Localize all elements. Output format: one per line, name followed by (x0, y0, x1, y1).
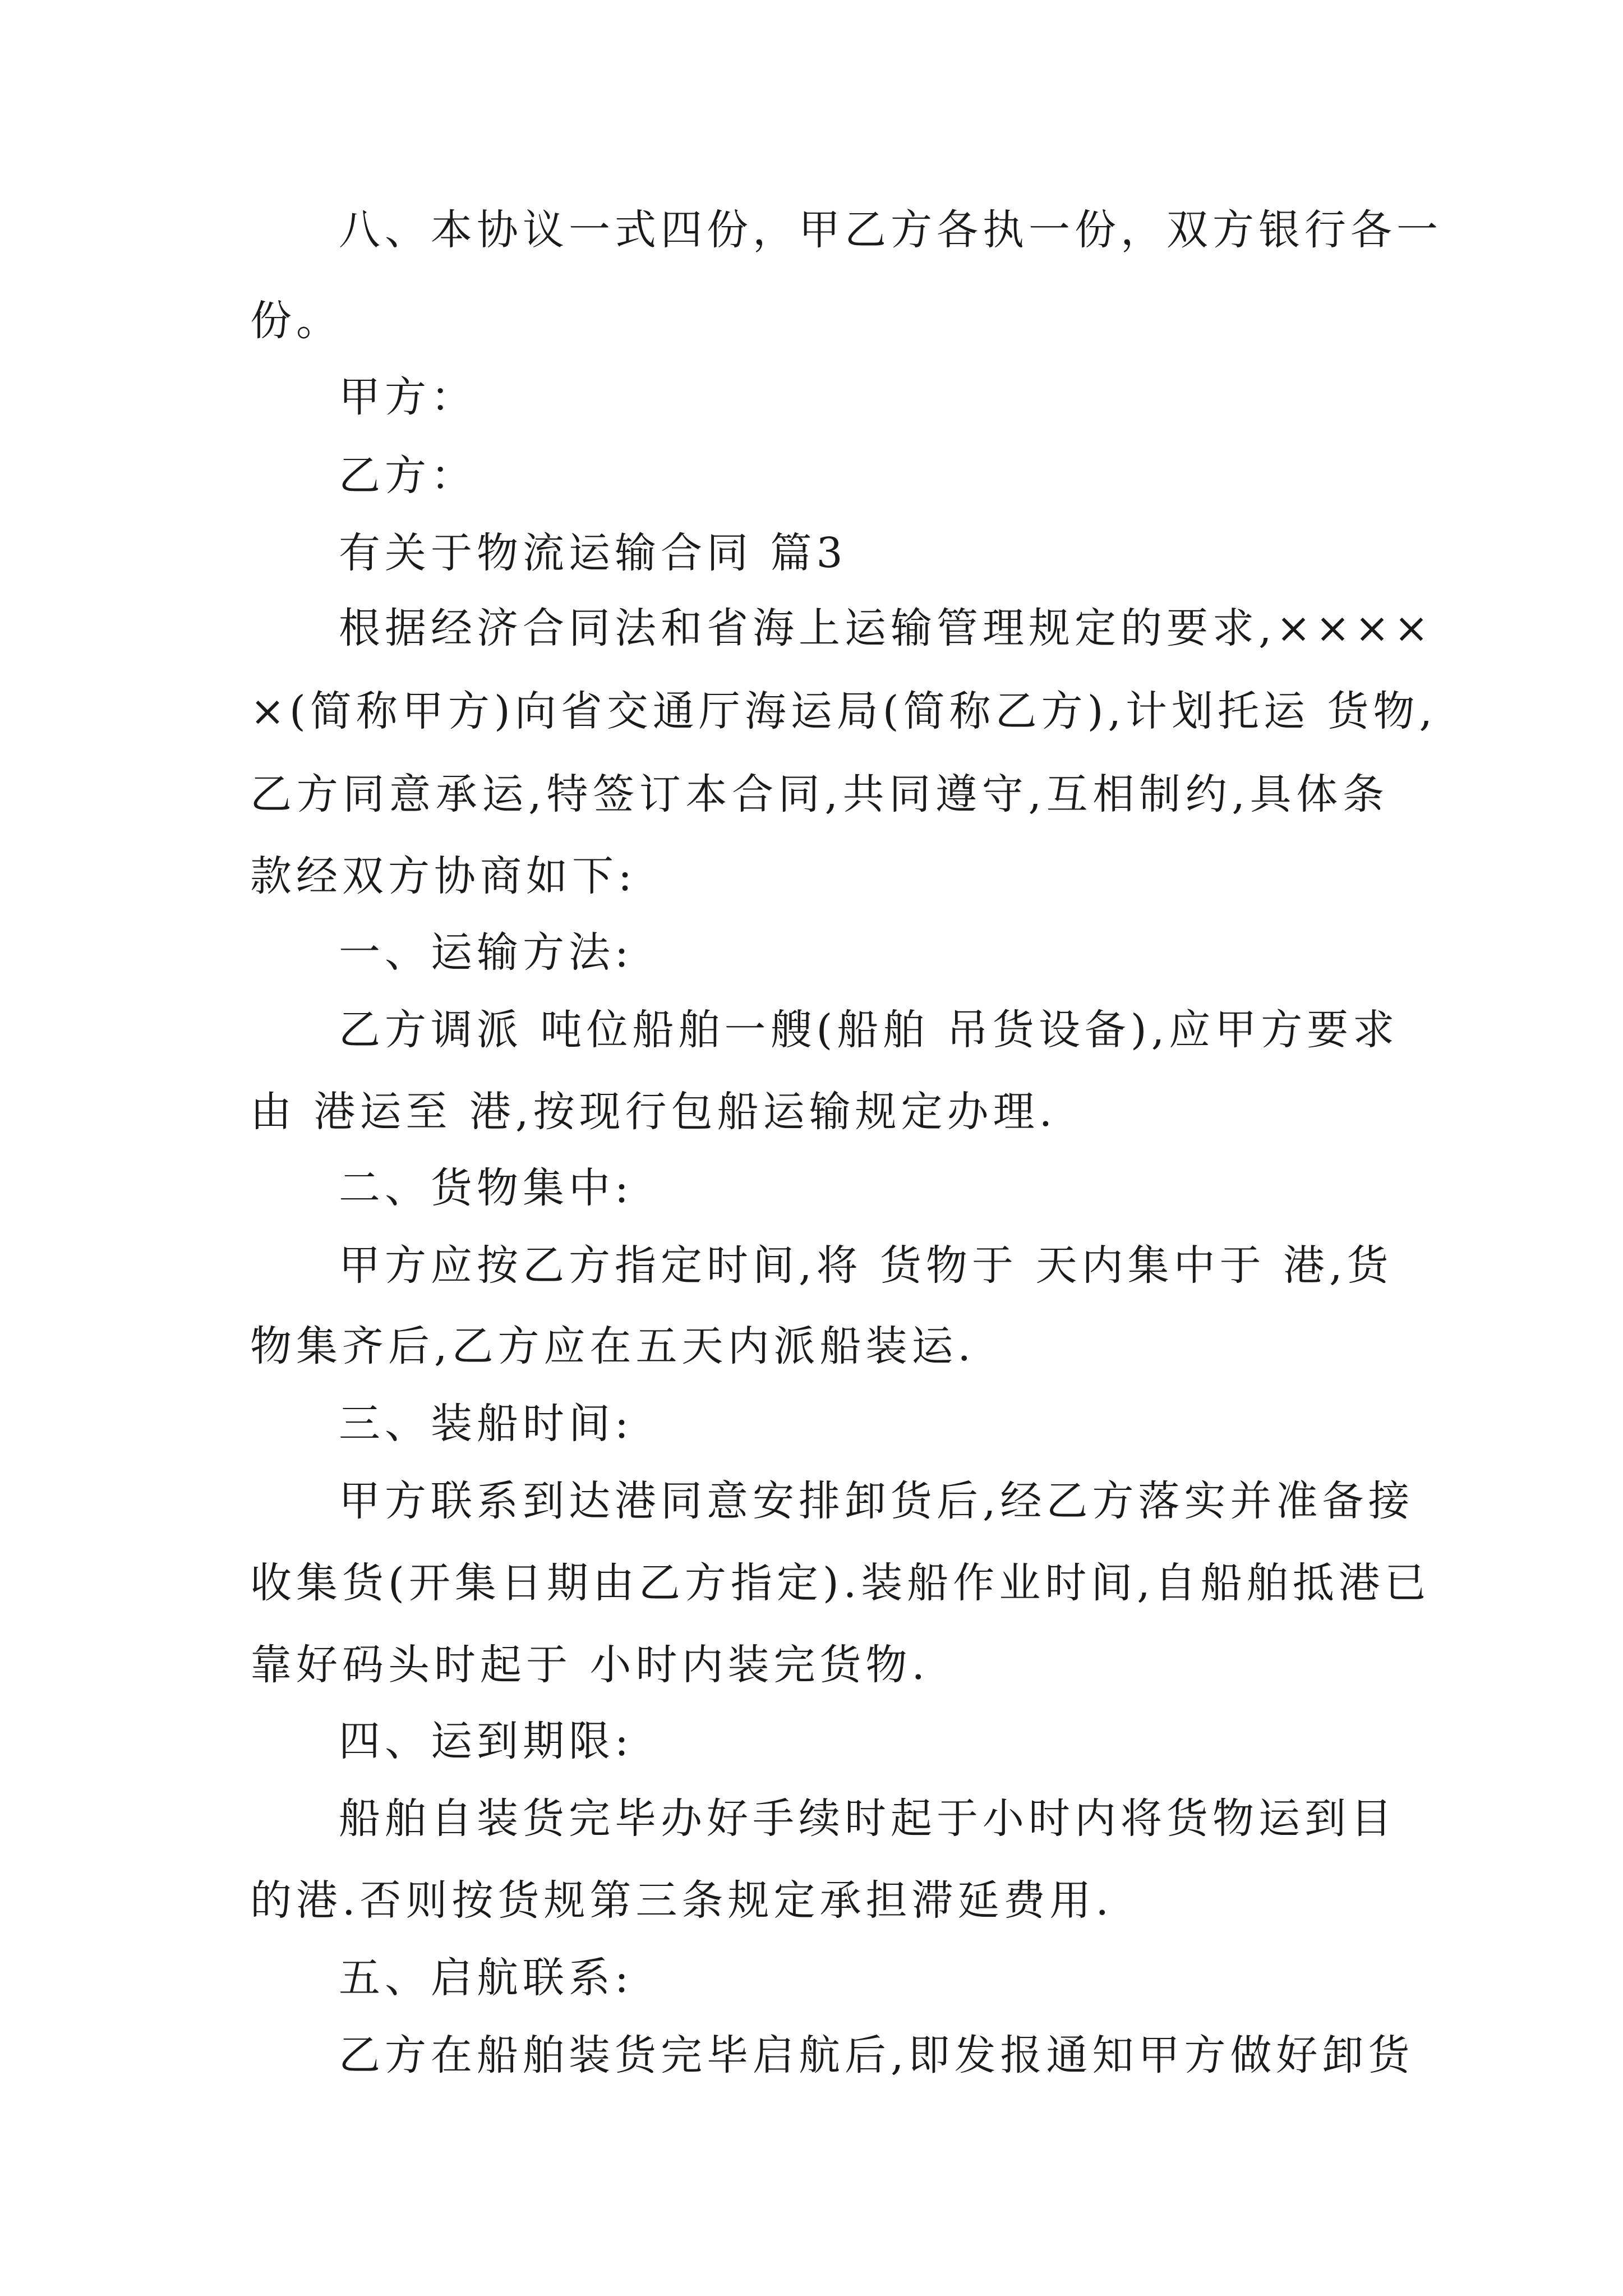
paragraph-line: 由 港运至 港,按现行包船运输规定办理. (250, 1088, 1057, 1136)
paragraph-line: 靠好码头时起于 小时内装完货物. (250, 1641, 930, 1689)
paragraph-line: 乙方同意承运,特签订本合同,共同遵守,互相制约,具体条 (250, 770, 1389, 818)
paragraph-line: 的港.否则按货规第三条规定承担滞延费用. (250, 1876, 1114, 1925)
clause-heading: 三、装船时间: (339, 1400, 633, 1448)
paragraph-line: 根据经济合同法和省海上运输管理规定的要求,×××× (339, 604, 1433, 652)
paragraph-line: 八、本协议一式四份，甲乙方各执一份，双方银行各一 (339, 206, 1442, 254)
paragraph-line: ×(简称甲方)向省交通厅海运局(简称乙方),计划托运 货物, (250, 687, 1437, 735)
party-a-label: 甲方： (339, 373, 477, 421)
paragraph-line: 份。 (250, 297, 342, 345)
clause-heading: 一、运输方法: (339, 928, 633, 977)
paragraph-line: 乙方调派 吨位船舶一艘(船舶 吊货设备),应甲方要求 (339, 1006, 1399, 1054)
clause-heading: 二、货物集中: (339, 1164, 633, 1212)
paragraph-line: 甲方联系到达港同意安排卸货后,经乙方落实并准备接 (339, 1477, 1414, 1525)
clause-heading: 四、运到期限: (339, 1717, 633, 1765)
clause-heading: 五、启航联系: (339, 1954, 633, 2002)
paragraph-line: 收集货(开集日期由乙方指定).装船作业时间,自船舶抵港已 (250, 1559, 1431, 1607)
party-b-label: 乙方： (339, 452, 477, 500)
paragraph-line: 款经双方协商如下: (250, 852, 637, 900)
paragraph-line: 甲方应按乙方指定时间,将 货物于 天内集中于 港,货 (339, 1241, 1393, 1290)
paragraph-line: 物集齐后,乙方应在五天内派船装运. (250, 1322, 976, 1370)
paragraph-line: 船舶自装货完毕办好手续时起于小时内将货物运到目 (339, 1795, 1396, 1843)
section-heading: 有关于物流运输合同 篇3 (339, 529, 847, 577)
paragraph-line: 乙方在船舶装货完毕启航后,即发报通知甲方做好卸货 (339, 2031, 1414, 2079)
